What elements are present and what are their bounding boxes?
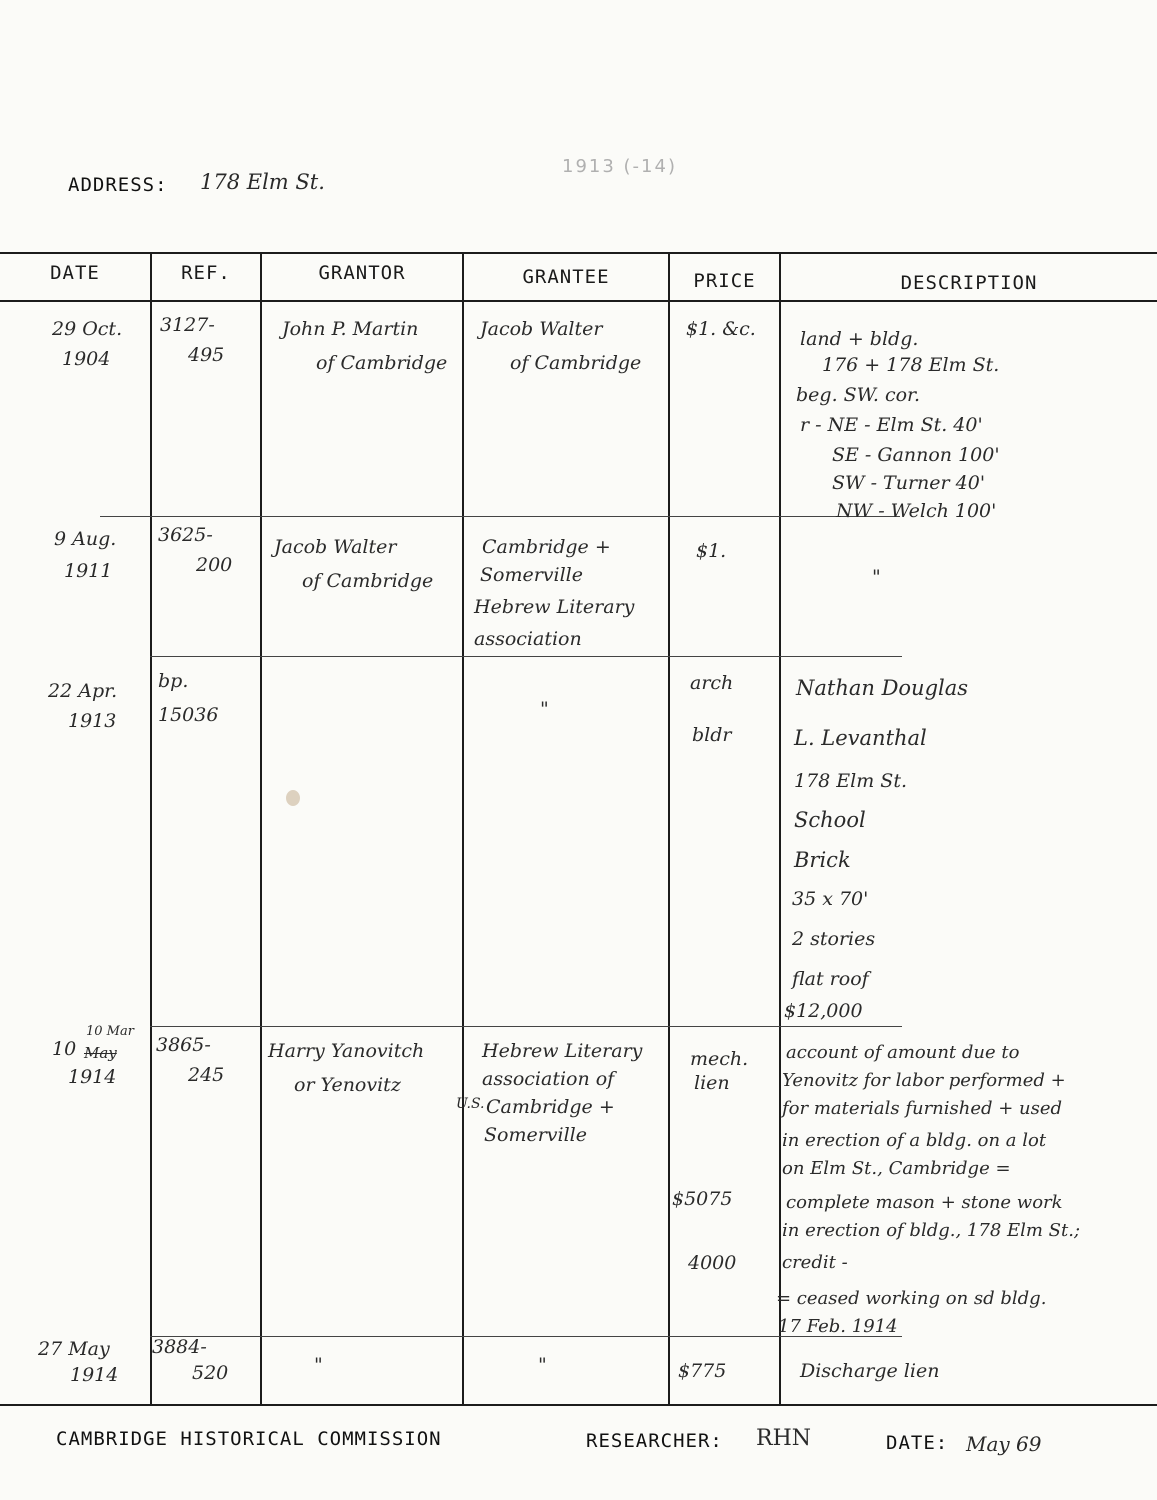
row1-grantee-line2: of Cambridge [510, 352, 642, 374]
row4-date-month: 10 Mar [86, 1024, 134, 1039]
row1-desc-line: NW - Welch 100' [836, 500, 997, 522]
row5-desc-line: Discharge lien [800, 1360, 940, 1382]
row1-desc-line: r - NE - Elm St. 40' [800, 414, 983, 436]
row4-desc-line: 17 Feb. 1914 [778, 1316, 898, 1337]
row3-desc-line: L. Levanthal [794, 726, 927, 750]
row2-grantee-line4: association [474, 628, 582, 650]
row1-date-line1: 29 Oct. [52, 318, 123, 340]
footer-researcher-value: RHN [756, 1426, 811, 1451]
row4-price-line3: $5075 [672, 1188, 733, 1210]
table-top-border [0, 252, 1157, 254]
row1-desc-line: SE - Gannon 100' [832, 444, 1000, 466]
row4-grantee-line1: Hebrew Literary [482, 1040, 643, 1062]
col-divider-5 [779, 254, 781, 1404]
row1-ref-line1: 3127- [160, 314, 215, 336]
row4-desc-line: = ceased working on sd bldg. [776, 1288, 1047, 1309]
col-header-description: DESCRIPTION [900, 272, 1038, 294]
row3-desc-line: $12,000 [784, 1000, 863, 1022]
row4-grantee-mark: U.S. [456, 1096, 485, 1112]
footer-date-label: DATE: [886, 1432, 949, 1454]
row3-price-line2: bldr [692, 724, 732, 746]
col-header-date: DATE [50, 262, 100, 284]
row3-desc-line: Brick [794, 848, 851, 872]
row3-grantee-ditto: " [540, 698, 549, 720]
row5-price: $775 [678, 1360, 727, 1382]
row4-desc-line: credit - [782, 1252, 848, 1273]
row-separator [100, 516, 900, 517]
col-header-ref: REF. [181, 262, 231, 284]
row1-desc-line: land + bldg. [800, 328, 919, 350]
address-value: 178 Elm St. [200, 170, 325, 194]
row2-ref-line1: 3625- [158, 524, 213, 546]
row2-grantee-line1: Cambridge + [482, 536, 611, 558]
col-divider-1 [150, 254, 152, 1404]
address-label: ADDRESS: [68, 174, 168, 196]
row3-desc-line: 2 stories [792, 928, 876, 950]
row2-date-line1: 9 Aug. [54, 528, 117, 550]
footer-researcher-label: RESEARCHER: [586, 1430, 723, 1452]
row4-grantor-line2: or Yenovitz [294, 1074, 401, 1096]
row2-grantee-line2: Somerville [480, 564, 584, 586]
row2-ref-line2: 200 [196, 554, 233, 576]
row4-price-line4: 4000 [688, 1252, 737, 1274]
row1-price: $1. &c. [686, 318, 756, 340]
row3-desc-line: School [794, 808, 866, 832]
row1-desc-line: 176 + 178 Elm St. [822, 354, 1000, 376]
row4-desc-line: on Elm St., Cambridge = [782, 1158, 1011, 1179]
row5-ref-line2: 520 [192, 1362, 229, 1384]
paper-stain [286, 790, 300, 806]
row2-date-line2: 1911 [64, 560, 113, 582]
row4-desc-line: in erection of bldg., 178 Elm St.; [782, 1220, 1081, 1241]
row3-price-line1: arch [690, 672, 734, 694]
row4-ref-line2: 245 [188, 1064, 225, 1086]
row1-date-line2: 1904 [62, 348, 111, 370]
row4-price-line2: lien [694, 1072, 730, 1094]
row4-desc-line: in erection of a bldg. on a lot [782, 1130, 1047, 1151]
row3-desc-line: 178 Elm St. [794, 770, 907, 792]
row4-date-struck: May [84, 1044, 117, 1062]
row1-grantee-line1: Jacob Walter [480, 318, 603, 340]
row1-grantor-line2: of Cambridge [316, 352, 448, 374]
row4-desc-line: complete mason + stone work [786, 1192, 1063, 1213]
col-header-grantee: GRANTEE [522, 266, 610, 288]
row1-grantor-line1: John P. Martin [282, 318, 419, 340]
row3-desc-line: 35 x 70' [792, 888, 869, 910]
col-header-price: PRICE [693, 270, 756, 292]
col-divider-2 [260, 254, 262, 1404]
row2-grantor-line1: Jacob Walter [274, 536, 397, 558]
row2-grantee-line3: Hebrew Literary [474, 596, 635, 618]
col-divider-3 [462, 254, 464, 1404]
row5-grantee-ditto: " [538, 1354, 547, 1376]
footer-org: CAMBRIDGE HISTORICAL COMMISSION [56, 1428, 442, 1450]
row1-ref-line2: 495 [188, 344, 225, 366]
footer-date-value: May 69 [966, 1432, 1042, 1456]
row3-ref-line1: bp. [158, 670, 189, 692]
row4-grantor-line1: Harry Yanovitch [268, 1040, 425, 1062]
row4-desc-line: Yenovitz for labor performed + [782, 1070, 1066, 1091]
row2-price: $1. [696, 540, 727, 562]
row1-desc-line: SW - Turner 40' [832, 472, 986, 494]
row5-date-line2: 1914 [70, 1364, 119, 1386]
row3-date-line2: 1913 [68, 710, 117, 732]
row5-grantor-ditto: " [314, 1354, 323, 1376]
row4-grantee-line2: association of [482, 1068, 615, 1090]
col-header-grantor: GRANTOR [318, 262, 406, 284]
row4-desc-line: for materials furnished + used [782, 1098, 1063, 1119]
row4-grantee-line3: Cambridge + [486, 1096, 615, 1118]
col-divider-4 [668, 254, 670, 1404]
row4-ref-line1: 3865- [156, 1034, 211, 1056]
row-separator [150, 656, 902, 657]
row5-date-line1: 27 May [38, 1338, 110, 1360]
row3-date-line1: 22 Apr. [48, 680, 118, 702]
row4-price-line1: mech. [690, 1048, 749, 1070]
row3-ref-line2: 15036 [158, 704, 219, 726]
table-bottom-border [0, 1404, 1157, 1406]
row2-grantor-line2: of Cambridge [302, 570, 434, 592]
row-separator [150, 1026, 902, 1027]
pencil-note: 1913 (-14) [562, 156, 677, 177]
row3-desc-line: flat roof [792, 968, 869, 990]
row4-date-year: 1914 [68, 1066, 117, 1088]
row2-desc-ditto: " [872, 566, 881, 588]
row4-desc-line: account of amount due to [786, 1042, 1020, 1063]
header-bottom-border [0, 300, 1157, 302]
row1-desc-line: beg. SW. cor. [796, 384, 921, 406]
row3-desc-line: Nathan Douglas [796, 676, 969, 700]
row5-ref-line1: 3884- [152, 1336, 207, 1358]
row4-date-day: 10 [52, 1038, 77, 1060]
row4-grantee-line4: Somerville [484, 1124, 588, 1146]
